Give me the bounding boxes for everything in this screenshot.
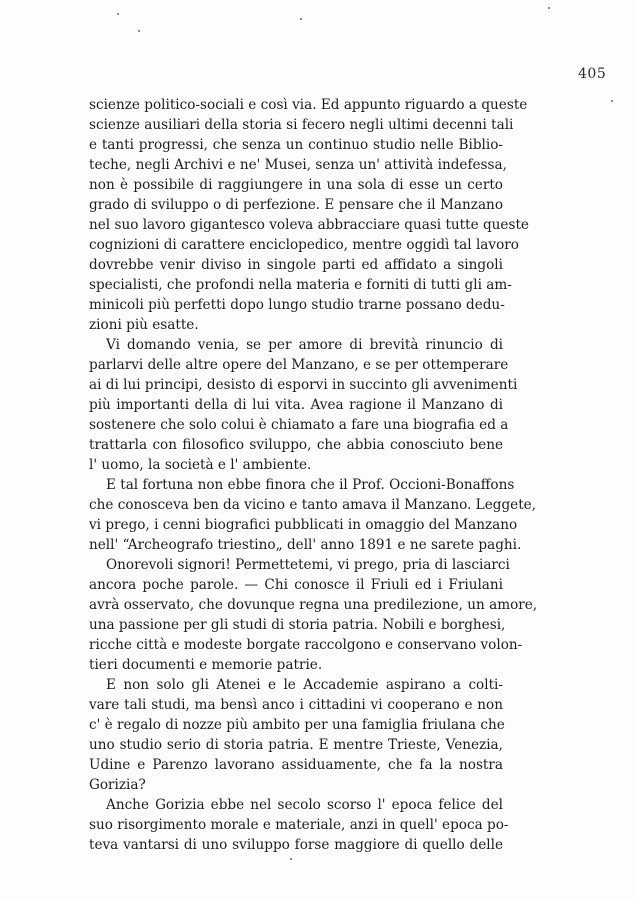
print-speck: [290, 858, 292, 860]
text-line: avrà osservato, che dovunque regna una predilezione, un amore,: [89, 597, 538, 613]
text-line: parlarvi delle altre opere del Manzano, e se per ottemperare: [89, 357, 509, 373]
print-speck: [117, 13, 119, 15]
text-line: cognizioni di carattere enciclopedico, mentre oggidì tal lavoro: [89, 237, 519, 253]
text-line: vi prego, i cenni biografici pubblicati in omaggio del Manzano: [89, 517, 518, 533]
text-line: scienze ausiliari della storia si fecero negli ultimi decenni tali: [89, 117, 514, 133]
text-line: ai di lui principi, desisto di esporvi in succinto gli avvenimenti: [89, 377, 518, 393]
print-speck: [138, 30, 140, 32]
text-line: suo risorgimento morale e materiale, anzi in quell' epoca po-: [89, 817, 509, 833]
text-line: vare tali studi, ma bensì anco i cittadini vi cooperano e non: [89, 697, 503, 713]
text-line: E non solo gli Atenei e le Accademie aspirano a colti-: [106, 677, 503, 693]
text-line: che conosceva ben da vicino e tanto amava il Manzano. Leggete,: [89, 497, 537, 513]
text-line: ancora poche parole. — Chi conosce il Friuli ed i Friulani: [89, 577, 503, 593]
text-line: ricche città e modeste borgate raccolgono e conservano volon-: [89, 637, 523, 653]
text-line: grado di sviluppo o di perfezione. E pensare che il Manzano: [89, 197, 503, 213]
text-line: teche, negli Archivi e ne' Musei, senza un' attività indefessa,: [89, 157, 507, 173]
text-line: specialisti, che profondi nella materia e forniti di tutti gli am-: [89, 277, 512, 293]
text-line: Vi domando venia, se per amore di brevità rinuncio di: [106, 337, 503, 353]
text-line: più importanti della di lui vita. Avea ragione il Manzano di: [89, 397, 503, 413]
text-line: c' è regalo di nozze più ambito per una famiglia friulana che: [89, 717, 505, 733]
text-line: Gorizia?: [89, 777, 146, 793]
text-line: E tal fortuna non ebbe finora che il Prof. Occioni-Bonaffons: [106, 477, 515, 493]
page-number: 405: [578, 66, 607, 82]
text-line: trattarla con filosofico sviluppo, che abbia conosciuto bene: [89, 437, 503, 453]
print-speck: [300, 18, 302, 20]
text-line: e tanti progressi, che senza un continuo studio nelle Biblio-: [89, 137, 503, 153]
text-line: sostenere che solo colui è chiamato a fare una biografia ed a: [89, 417, 509, 433]
text-line: Udine e Parenzo lavorano assiduamente, che fa la nostra: [89, 757, 503, 773]
text-line: una passione per gli studi di storia patria. Nobili e borghesi,: [89, 617, 506, 633]
text-line: Onorevoli signori! Permettetemi, vi prego, pria di lasciarci: [106, 557, 510, 573]
print-speck: [611, 100, 613, 102]
text-line: teva vantarsi di uno sviluppo forse maggiore di quello delle: [89, 837, 503, 853]
text-line: l' uomo, la società e l' ambiente.: [89, 457, 312, 473]
body-text: [89, 95, 538, 855]
text-line: nel suo lavoro gigantesco voleva abbracciare quasi tutte queste: [89, 217, 529, 233]
text-line: tieri documenti e memorie patrie.: [89, 657, 323, 673]
text-line: zioni più esatte.: [89, 317, 199, 333]
print-speck: [548, 7, 550, 9]
text-line: non è possibile di raggiungere in una sola di esse un certo: [89, 177, 503, 193]
text-line: minicoli più perfetti dopo lungo studio trarne possano dedu-: [89, 297, 505, 313]
text-line: uno studio serio di storia patria. E mentre Trieste, Venezia,: [89, 737, 503, 753]
text-line: scienze politico-sociali e così via. Ed appunto riguardo a queste: [89, 97, 528, 113]
text-line: Anche Gorizia ebbe nel secolo scorso l' epoca felice del: [106, 797, 503, 813]
text-line: dovrebbe venir diviso in singole parti ed affidato a singoli: [89, 257, 503, 273]
text-line: nell' “Archeografo triestino„ dell' anno 1891 e ne sarete paghi.: [89, 537, 522, 553]
